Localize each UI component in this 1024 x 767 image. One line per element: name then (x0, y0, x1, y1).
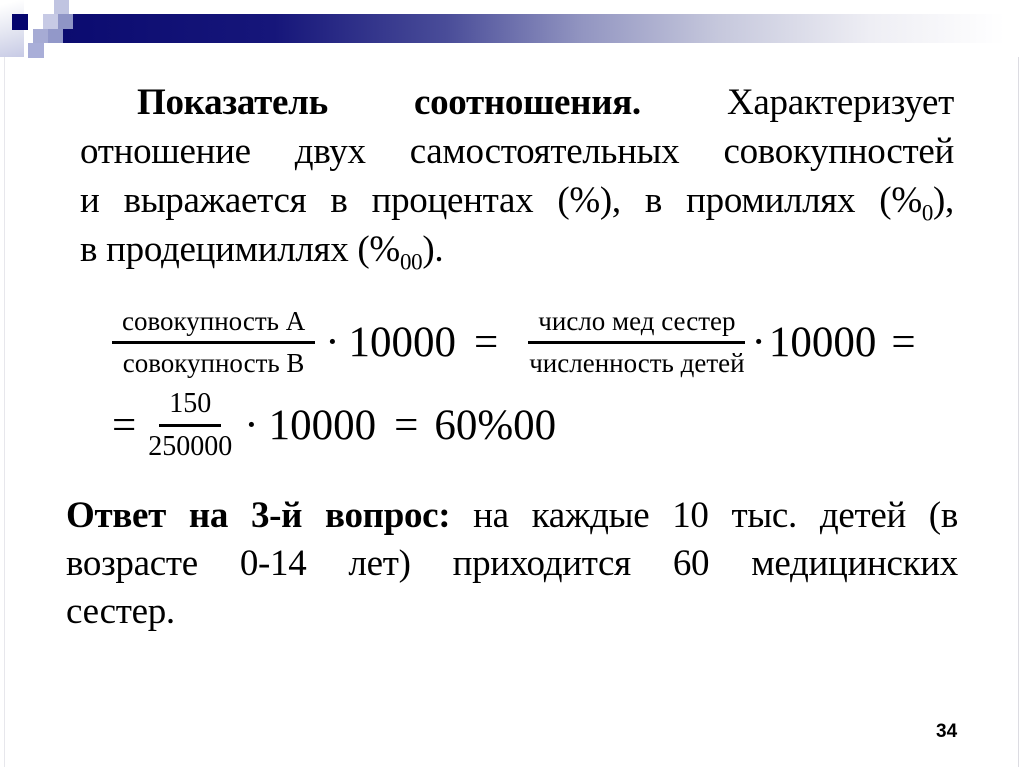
intro-line-3-text: и выражается в процентах (%), в промиллях (% (80, 180, 922, 221)
decor-square-medium-4 (28, 43, 44, 58)
intro-line-4 (80, 225, 954, 274)
intro-paragraph (80, 78, 954, 274)
fraction-populations (112, 306, 315, 378)
equals-sign-1: = (474, 318, 499, 366)
decor-square-dark (12, 14, 28, 30)
answer-line-2: возрасте 0-14 лет) приходится 60 медицинских (66, 543, 958, 584)
decor-square-light-1 (43, 14, 58, 29)
formula-block (112, 306, 916, 463)
intro-lead-bold: Показатель соотношения. (137, 82, 641, 123)
slide-right-edge (1018, 57, 1019, 767)
intro-line-4-text: в продецимиллях (% (80, 229, 400, 270)
intro-line-3 (80, 176, 954, 225)
fraction-med-nurses (528, 306, 745, 378)
fraction-values-numerator: 150 (159, 388, 221, 427)
decor-square-medium-2 (33, 29, 48, 43)
equals-sign-3: = (112, 402, 137, 450)
factor-10000-2: 10000 (768, 318, 877, 366)
answer-line-1 (66, 492, 958, 540)
formula-result: 60%00 (434, 402, 557, 450)
answer-line-3: сестер. (66, 591, 175, 632)
multiply-dot-2: · (751, 318, 766, 366)
intro-line-1 (80, 78, 954, 127)
fraction-populations-numerator: совокупность А (112, 306, 315, 344)
fraction-populations-denominator: совокупность В (122, 347, 305, 378)
slide-left-edge (4, 57, 5, 767)
equals-sign-4: = (394, 402, 419, 450)
fraction-values-denominator: 250000 (148, 431, 233, 463)
fraction-med-nurses-numerator: число мед сестер (528, 306, 745, 344)
title-bar-gradient (63, 14, 1024, 43)
intro-line-4-end: ). (422, 229, 444, 270)
multiply-dot-3: · (244, 402, 259, 450)
decor-square-light-2 (54, 0, 69, 14)
formula-row-1 (112, 306, 916, 378)
multiply-dot-1: · (325, 318, 340, 366)
decor-square-medium-3 (48, 29, 63, 43)
answer-lead-bold: Ответ на 3-й вопрос: (66, 495, 451, 536)
promille-subscript: 0 (921, 200, 934, 226)
fraction-med-nurses-denominator: численность детей (529, 347, 745, 378)
intro-line-1-rest: Характеризует (640, 82, 954, 123)
factor-10000-1: 10000 (348, 318, 457, 366)
intro-line-2: отношение двух самостоятельных совокупностей (80, 131, 954, 172)
decor-square-medium-1 (58, 14, 73, 29)
intro-line-3-end: ), (933, 180, 954, 221)
factor-10000-3: 10000 (268, 402, 377, 450)
answer-paragraph (66, 492, 958, 636)
equals-sign-2: = (891, 318, 916, 366)
answer-line-1-rest: на каждые 10 тыс. детей (в (450, 495, 958, 536)
prodecimille-subscript: 00 (399, 249, 423, 275)
formula-row-2 (112, 388, 916, 463)
page-number: 34 (936, 721, 958, 742)
fraction-values (148, 388, 232, 463)
